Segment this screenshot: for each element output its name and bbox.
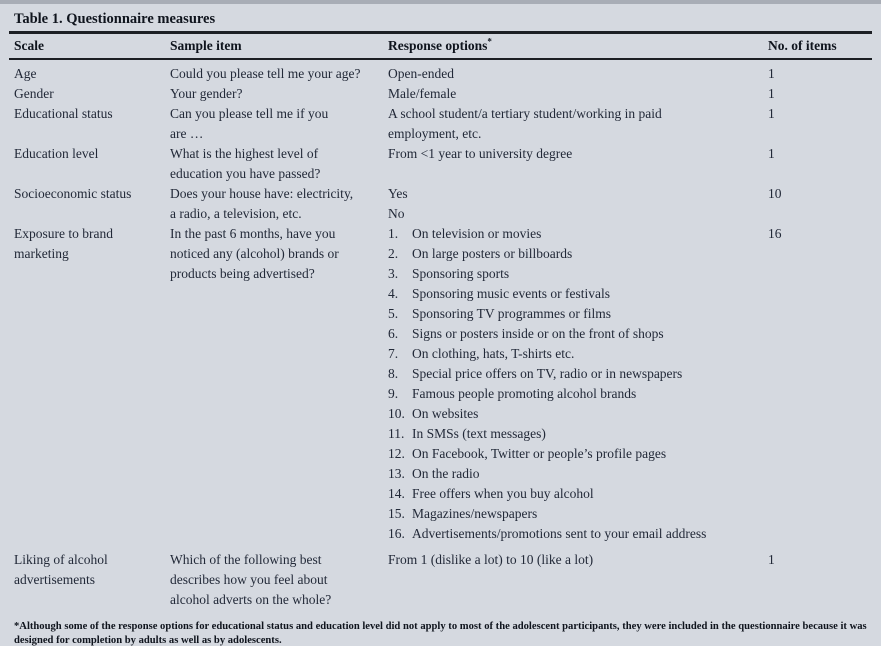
- text-line: From <1 year to university degree: [388, 146, 573, 161]
- table-row-education-level: [0, 144, 881, 184]
- list-item-number: 9.: [388, 386, 399, 401]
- text-line: In the past 6 months, have you: [170, 226, 336, 241]
- list-item-text: Sponsoring music events or festivals: [412, 286, 610, 301]
- text-line: education you have passed?: [170, 166, 321, 181]
- table-footnote: *Although some of the response options for educational status and education level did not apply to most of the adolescent participants, they were included in the questionnaire because it was designed for completion by adults as well as by adolescents.: [14, 621, 867, 646]
- cell-response-options-numbered-list: [388, 224, 768, 544]
- text-line: A school student/a tertiary student/working in paid: [388, 106, 662, 121]
- col-header-scale: Scale: [14, 38, 44, 53]
- text-line: are …: [170, 126, 204, 141]
- cell-response-options: [388, 144, 768, 184]
- list-item-text: Sponsoring sports: [412, 266, 510, 281]
- cell-scale: [14, 184, 170, 224]
- numbered-list-item: [388, 244, 768, 264]
- list-item-number: 11.: [388, 426, 405, 441]
- numbered-list-item: [388, 284, 768, 304]
- cell-sample-item: [170, 550, 388, 610]
- text-line: Your gender?: [170, 86, 243, 101]
- text-line: Which of the following best: [170, 552, 322, 567]
- text-line: What is the highest level of: [170, 146, 319, 161]
- list-item-text: Special price offers on TV, radio or in newspapers: [412, 366, 683, 381]
- list-item-text: On websites: [412, 406, 479, 421]
- cell-scale: [14, 224, 170, 544]
- cell-response-options: [388, 84, 768, 104]
- cell-no-of-items: 16: [768, 226, 782, 241]
- cell-no-of-items: 1: [768, 552, 775, 567]
- table-row-educational-status: [0, 104, 881, 144]
- numbered-list-item: [388, 404, 768, 424]
- cell-sample-item: [170, 84, 388, 104]
- cell-sample-item: [170, 104, 388, 144]
- list-item-text: Famous people promoting alcohol brands: [412, 386, 637, 401]
- text-line: Yes: [388, 186, 408, 201]
- table-body: [0, 60, 881, 610]
- cell-response-options: [388, 184, 768, 224]
- text-line: Does your house have: electricity,: [170, 186, 354, 201]
- text-line: Education level: [14, 146, 99, 161]
- list-item-number: 7.: [388, 346, 399, 361]
- numbered-list-item: [388, 504, 768, 524]
- text-line: marketing: [14, 246, 69, 261]
- text-line: Educational status: [14, 106, 113, 121]
- list-item-number: 1.: [388, 226, 399, 241]
- cell-scale: [14, 550, 170, 610]
- text-line: Male/female: [388, 86, 457, 101]
- table-row-gender: [0, 84, 881, 104]
- text-line: Age: [14, 66, 37, 81]
- table-row-liking-of-alcohol-advertisements: [0, 550, 881, 610]
- numbered-list-item: [388, 524, 768, 544]
- text-line: employment, etc.: [388, 126, 482, 141]
- list-item-number: 10.: [388, 406, 405, 421]
- col-header-response-options-label: Response options: [388, 38, 488, 53]
- cell-response-options: [388, 64, 768, 84]
- cell-no-of-items: 10: [768, 186, 782, 201]
- cell-scale: [14, 64, 170, 84]
- list-item-number: 14.: [388, 486, 405, 501]
- text-line: Socioeconomic status: [14, 186, 132, 201]
- list-item-text: Free offers when you buy alcohol: [412, 486, 594, 501]
- list-item-number: 15.: [388, 506, 405, 521]
- numbered-list-item: [388, 304, 768, 324]
- numbered-list-item: [388, 224, 768, 244]
- list-item-text: On Facebook, Twitter or people’s profile pages: [412, 446, 667, 461]
- cell-response-options: [388, 550, 768, 610]
- numbered-list-item: [388, 364, 768, 384]
- numbered-list-item: [388, 424, 768, 444]
- list-item-number: 6.: [388, 326, 399, 341]
- text-line: Liking of alcohol: [14, 552, 108, 567]
- list-item-number: 4.: [388, 286, 399, 301]
- list-item-text: On clothing, hats, T-shirts etc.: [412, 346, 575, 361]
- table-title: Table 1. Questionnaire measures: [14, 11, 216, 27]
- text-line: Could you please tell me your age?: [170, 66, 361, 81]
- numbered-list-item: [388, 464, 768, 484]
- text-line: Gender: [14, 86, 54, 101]
- cell-no-of-items: 1: [768, 66, 775, 81]
- cell-sample-item: [170, 144, 388, 184]
- col-header-no-of-items: No. of items: [768, 38, 837, 53]
- list-item-number: 3.: [388, 266, 399, 281]
- list-item-text: Magazines/newspapers: [412, 506, 538, 521]
- list-item-text: Signs or posters inside or on the front of shops: [412, 326, 664, 341]
- text-line: describes how you feel about: [170, 572, 328, 587]
- text-line: a radio, a television, etc.: [170, 206, 302, 221]
- footnote-marker: *: [487, 36, 492, 47]
- text-line: Can you please tell me if you: [170, 106, 329, 121]
- list-item-number: 13.: [388, 466, 405, 481]
- cell-no-of-items: 1: [768, 106, 775, 121]
- numbered-list-item: [388, 264, 768, 284]
- text-line: noticed any (alcohol) brands or: [170, 246, 339, 261]
- list-item-text: On the radio: [412, 466, 480, 481]
- text-line: From 1 (dislike a lot) to 10 (like a lot): [388, 552, 594, 567]
- numbered-list-item: [388, 384, 768, 404]
- list-item-number: 16.: [388, 526, 405, 541]
- text-line: No: [388, 206, 405, 221]
- cell-sample-item: [170, 184, 388, 224]
- cell-response-options: [388, 104, 768, 144]
- cell-sample-item: [170, 64, 388, 84]
- list-item-number: 2.: [388, 246, 399, 261]
- table-row-exposure-to-brand-marketing: [0, 224, 881, 544]
- text-line: Exposure to brand: [14, 226, 113, 241]
- list-item-text: Sponsoring TV programmes or films: [412, 306, 611, 321]
- cell-no-of-items: 1: [768, 146, 775, 161]
- text-line: advertisements: [14, 572, 95, 587]
- list-item-text: On television or movies: [412, 226, 542, 241]
- text-line: alcohol adverts on the whole?: [170, 592, 332, 607]
- table-row-socioeconomic-status: [0, 184, 881, 224]
- col-header-sample-item: Sample item: [170, 38, 242, 53]
- table-header-row: [0, 34, 881, 58]
- cell-sample-item: [170, 224, 388, 544]
- list-item-number: 8.: [388, 366, 399, 381]
- cell-scale: [14, 84, 170, 104]
- cell-scale: [14, 104, 170, 144]
- text-line: products being advertised?: [170, 266, 315, 281]
- list-item-text: In SMSs (text messages): [412, 426, 546, 441]
- numbered-list-item: [388, 324, 768, 344]
- list-item-number: 12.: [388, 446, 405, 461]
- table-row-age: [0, 64, 881, 84]
- list-item-number: 5.: [388, 306, 399, 321]
- col-header-response-options: [388, 37, 768, 55]
- list-item-text: Advertisements/promotions sent to your email address: [412, 526, 707, 541]
- list-item-text: On large posters or billboards: [412, 246, 573, 261]
- cell-no-of-items: 1: [768, 86, 775, 101]
- text-line: Open-ended: [388, 66, 454, 81]
- cell-scale: [14, 144, 170, 184]
- numbered-list-item: [388, 484, 768, 504]
- numbered-list-item: [388, 444, 768, 464]
- numbered-list-item: [388, 344, 768, 364]
